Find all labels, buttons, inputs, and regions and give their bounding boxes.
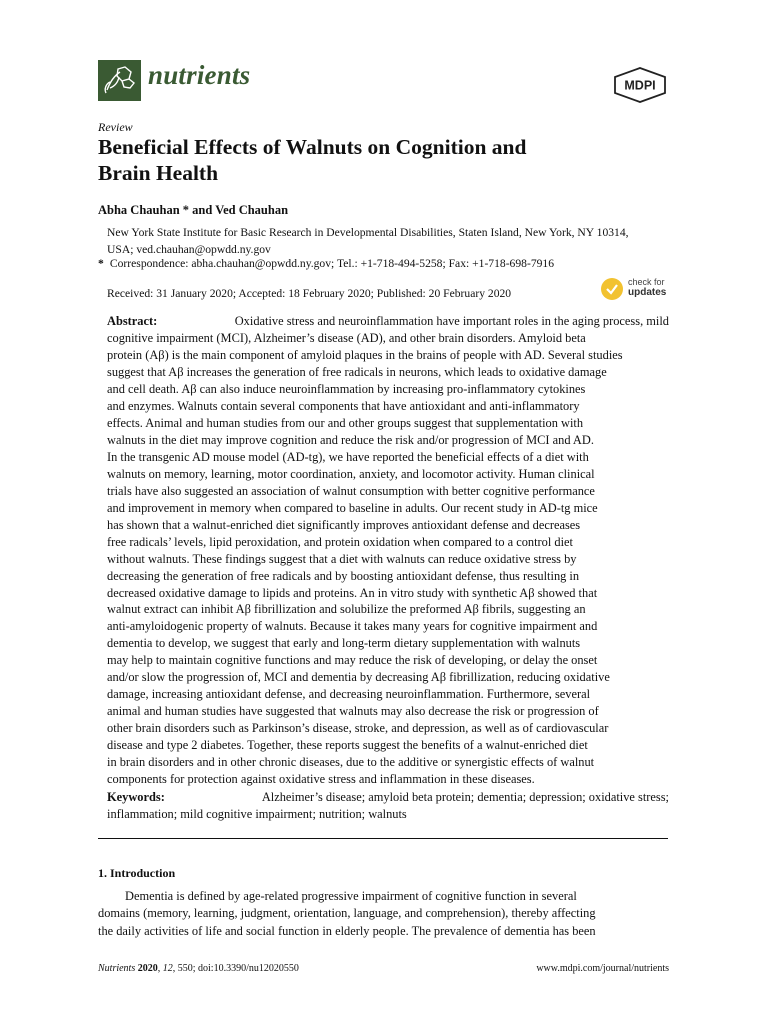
abstract-text: and improvement in memory when compared to baseline in adults. Our recent study in AD-tg mice [107,500,598,515]
abstract-line [107,771,669,788]
introduction-body [98,888,669,940]
affiliation-line: New York State Institute for Basic Research in Developmental Disabilities, Staten Island, New York, NY 10314, [107,226,629,239]
abstract-text: free radicals’ levels, lipid peroxidation, and protein oxidation when compared to a control diet [107,534,573,549]
correspondence-marker: * [98,257,104,270]
abstract-line [107,585,669,602]
nutrients-journal-logo-icon [98,60,141,101]
abstract-line [107,669,669,686]
abstract-line [107,500,669,517]
article-type: Review [98,120,133,134]
abstract-text: walnuts in the diet may improve cognition and reduce the risk and/or progression of MCI and AD. [107,432,594,447]
body-line [98,888,669,905]
abstract-text: trials have also suggested an association of walnut consumption with better cognitive performance [107,483,595,498]
keywords-text: Alzheimer’s disease; amyloid beta protein; dementia; depression; oxidative stress; [261,790,669,804]
keywords-label: Keywords: [107,790,165,804]
abstract-line [107,686,669,703]
abstract-text: components for protection against oxidative stress and inflammation in these diseases. [107,772,535,787]
abstract-text: and cell death. Aβ can also induce neuroinflammation by increasing pro-inflammatory cytokines [107,381,586,396]
body-text: Dementia is defined by age-related progressive impairment of cognitive function in several [125,889,577,903]
abstract-line [107,449,669,466]
abstract-line [107,534,669,551]
abstract-text: anti-amyloidogenic property of walnuts. Because it takes many years for cognitive impairment and [107,619,598,634]
check-updates-icon [601,278,623,300]
abstract-line [107,635,669,652]
abstract-line [107,466,669,483]
section-divider [98,838,668,839]
abstract-text: walnut extract can inhibit Aβ fibrillization and solubilize the preformed Aβ fibrils, suggesting an [107,602,586,617]
correspondence [98,255,678,272]
abstract-text: has shown that a walnut-enriched diet significantly improves antioxidant defense and decreases [107,517,581,532]
abstract-line [107,720,669,737]
abstract-text: disease and type 2 diabetes. Together, these reports suggest the benefits of a walnut-enriched diet [107,738,588,753]
title-line: Beneficial Effects of Walnuts on Cognition and [98,135,527,159]
footer-year: 2020 [137,963,158,974]
abstract-text: cognitive impairment (MCI), Alzheimer’s disease (AD), and other brain disorders. Amyloid beta [107,330,586,345]
check-for-updates-button[interactable] [601,276,671,304]
authors: Abha Chauhan * and Ved Chauhan [98,203,289,217]
abstract-line [107,517,669,534]
abstract-line [107,381,669,398]
abstract-line [107,737,669,754]
citation-footer: Nutrients 2020, 12, 550; doi:10.3390/nu12020550 [98,963,299,974]
abstract-text: Oxidative stress and neuroinflammation have important roles in the aging process, mild [234,314,669,328]
abstract-text: animal and human studies have suggested that walnuts may also decrease the risk or progression of [107,704,599,719]
abstract-text: suggest that Aβ increases the generation of free radicals in neurons, which leads to oxidative damage [107,364,607,379]
body-text: the daily activities of life and social function in elderly people. The prevalence of dementia has been [98,923,596,938]
check-updates-label-line2: updates [628,287,667,298]
footer-volume: 12 [162,963,173,974]
abstract-line [107,652,669,669]
abstract-line [107,415,669,432]
abstract-text: and/or slow the progression of, MCI and dementia by decreasing Aβ fibrillization, reducing oxidative [107,670,610,685]
keywords-line [107,789,669,806]
abstract-text: in brain disorders and in other chronic diseases, due to the additive or synergistic effects of walnut [107,755,595,770]
abstract-text: walnuts on memory, learning, motor coordination, anxiety, and locomotor activity. Human clinical [107,466,595,481]
body-line [98,923,669,940]
abstract-text: decreased oxidative damage to lipids and proteins. An in vitro study with synthetic Aβ showed that [107,585,598,600]
affiliation [107,224,672,258]
abstract-line [107,398,669,415]
abstract [107,313,669,788]
abstract-line [107,568,669,585]
abstract-text: decreasing the generation of free radicals and by boosting antioxidant defense, thus resulting in [107,568,580,583]
abstract-label: Abstract: [107,314,158,328]
abstract-line [107,754,669,771]
mdpi-logo-text: MDPI [624,78,656,93]
abstract-line [107,483,669,500]
abstract-line [107,551,669,568]
title-line: Brain Health [98,161,219,185]
abstract-text: may help to maintain cognitive functions and may reduce the risk of developing, or delay the onset [107,653,598,668]
mdpi-logo [613,67,667,103]
body-text: domains (memory, learning, judgment, orientation, language, and comprehension), thereby affecting [98,906,596,921]
section-heading: 1. Introduction [98,866,176,880]
abstract-text: other brain disorders such as Parkinson’s disease, stroke, and depression, as well as of cardiovascular [107,721,609,736]
abstract-line [107,313,669,330]
check-updates-label-line1: check for [628,277,665,287]
affiliation-line: USA; ved.chauhan@opwdd.ny.gov [107,243,271,256]
abstract-text: dementia to develop, we suggest that early and long-term dietary supplementation with walnuts [107,636,581,651]
abstract-line [107,703,669,720]
footer-doi[interactable]: , 550; doi:10.3390/nu12020550 [172,963,299,974]
abstract-text: In the transgenic AD mouse model (AD-tg), we have reported the beneficial effects of a diet with [107,449,589,464]
abstract-text: without walnuts. These findings suggest that a diet with walnuts can reduce oxidative stress by [107,551,577,566]
journal-url-link[interactable]: www.mdpi.com/journal/nutrients [536,963,669,974]
abstract-line [107,432,669,449]
abstract-text: and enzymes. Walnuts contain several components that have antioxidant and anti-inflammatory [107,398,580,413]
keywords-text: inflammation; mild cognitive impairment; nutrition; walnuts [107,807,407,821]
abstract-text: damage, increasing antioxidant defense, and decreasing neuroinflammation. Furthermore, several [107,687,591,702]
abstract-line [107,330,669,347]
article-title [98,134,658,186]
journal-name: nutrients [148,60,251,90]
abstract-text: effects. Animal and human studies from our and other groups suggest that supplementation with [107,415,584,430]
footer-journal: Nutrients [98,963,136,974]
abstract-line [107,618,669,635]
keywords [107,789,669,823]
keywords-line [107,806,669,823]
publication-dates: Received: 31 January 2020; Accepted: 18 February 2020; Published: 20 February 2020 [107,287,512,300]
abstract-line [107,347,669,364]
abstract-line [107,601,669,618]
body-line [98,905,669,922]
correspondence-text[interactable]: Correspondence: abha.chauhan@opwdd.ny.gov; Tel.: +1-718-494-5258; Fax: +1-718-698-7916 [109,257,555,270]
abstract-line [107,364,669,381]
abstract-text: protein (Aβ) is the main component of amyloid plaques in the brains of people with AD. Several studies [107,347,623,362]
